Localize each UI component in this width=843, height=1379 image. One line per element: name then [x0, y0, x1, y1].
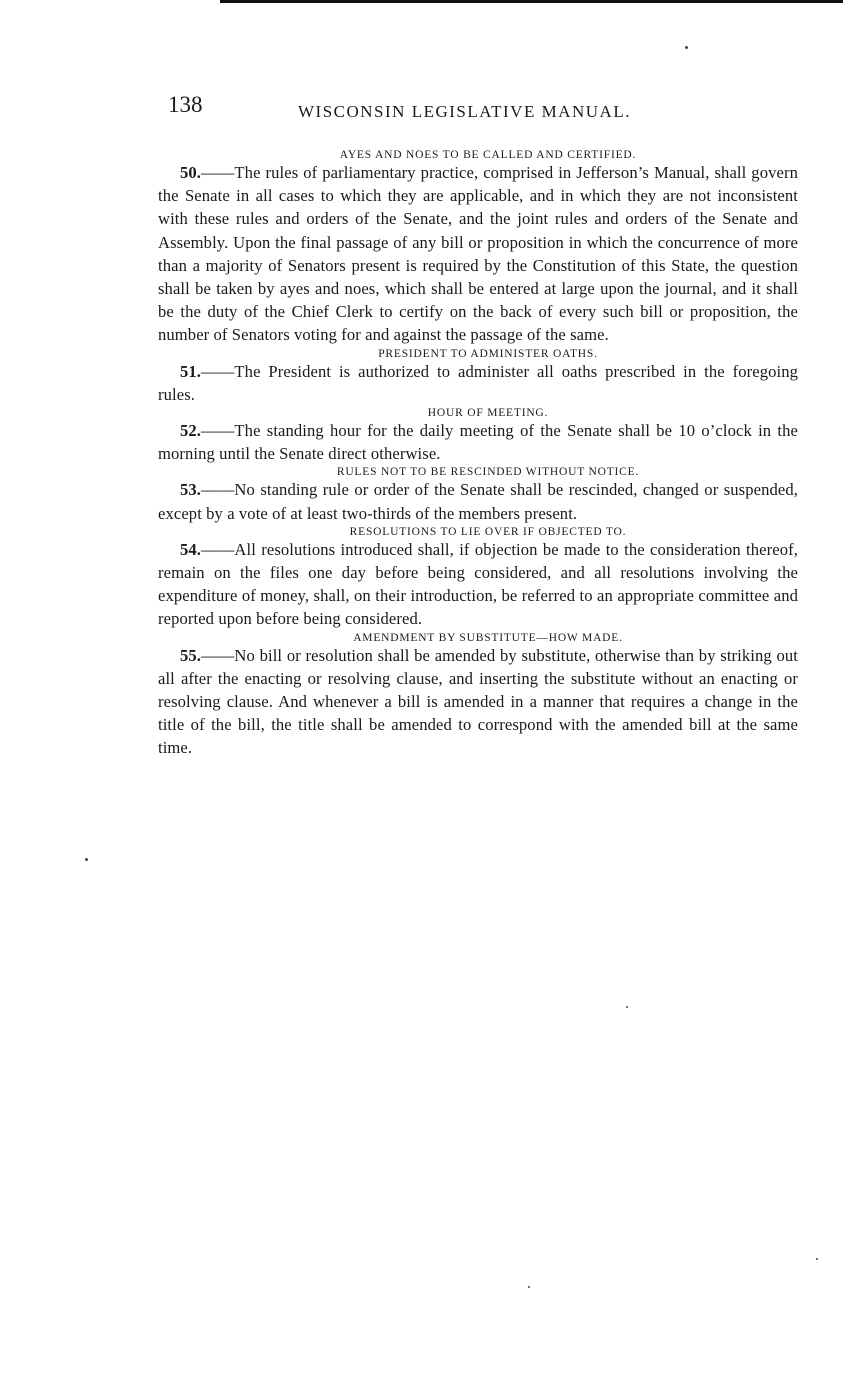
rule-number: 55.	[180, 645, 202, 665]
rule-text: ——The standing hour for the daily meeting of the Senate shall be 10 o’clock in the morning until the Senate direct otherwise.	[158, 421, 798, 464]
rule-paragraph	[158, 478, 798, 524]
rule-section-51	[158, 348, 798, 406]
rule-number: 54.	[180, 539, 202, 559]
rule-number: 50.	[180, 163, 202, 182]
rule-section-52	[158, 407, 798, 465]
rule-text: ——No standing rule or order of the Senate shall be rescinded, changed or suspended, except by a vote of at least two-thirds of the members present.	[158, 480, 798, 523]
rule-number: 53.	[180, 480, 202, 500]
paper-speck	[528, 1286, 530, 1288]
running-head	[158, 90, 798, 130]
paper-speck	[685, 46, 688, 49]
page-number: 138	[168, 92, 203, 117]
top-border-rule	[220, 0, 843, 3]
page-body	[158, 90, 798, 761]
rule-text: ——All resolutions introduced shall, if objection be made to the consideration thereof, remain on the files one day before being considered, and all resolutions involving the expenditure of money, shall, on their introduction, be referred to an appropriate committee and reported upon before being considered.	[158, 539, 798, 629]
rule-paragraph	[158, 161, 798, 347]
rule-section-50	[158, 149, 798, 347]
rule-paragraph	[158, 360, 798, 406]
rule-paragraph	[158, 419, 798, 465]
paper-speck	[85, 858, 88, 861]
rule-heading: RULES NOT TO BE RESCINDED WITHOUT NOTICE.	[336, 466, 640, 479]
rule-section-55	[158, 632, 798, 760]
rule-section-53	[158, 466, 798, 524]
rule-text: ——The rules of parliamentary practice, comprised in Jefferson’s Manual, shall govern the Senate in all cases to which they are applicable, and in which they are not inconsistent with these rules and orders of the Senate, and the joint rules and orders of the Senate and Assembly. Upon the final passage of any bill or proposition in which the concurrence of more than a majority of Senators present is required by the Constitution of this State, the question shall be taken by ayes and noes, which shall be entered at large upon the journal, and it shall be the duty of the Chief Clerk to certify on the back of every such bill or proposition, the number of Senators voting for and against the passage of the same.	[158, 163, 798, 345]
rule-section-54	[158, 526, 798, 631]
rule-number: 52.	[180, 421, 202, 441]
rule-text: ——No bill or resolution shall be amended by substitute, otherwise than by striking out all after the enacting or resolving clause, and inserting the substitute without an enacting or resolving clause. And whenever a bill is amended in a manner that requires a change in the title of the bill, the title shall be amended to correspond with the amended bill at the same time.	[158, 645, 798, 758]
rule-text: ——The President is authorized to administer all oaths prescribed in the foregoing rules.	[158, 361, 798, 404]
rule-heading: HOUR OF MEETING.	[427, 407, 549, 420]
rule-paragraph	[158, 538, 798, 631]
rule-paragraph	[158, 644, 798, 760]
rule-heading: AYES AND NOES TO BE CALLED AND CERTIFIED.	[339, 149, 637, 161]
running-title: WISCONSIN LEGISLATIVE MANUAL.	[298, 102, 631, 121]
paper-speck	[816, 1258, 818, 1260]
rule-heading: PRESIDENT TO ADMINISTER OATHS.	[378, 347, 598, 360]
paper-speck	[626, 1006, 628, 1008]
rule-heading: AMENDMENT BY SUBSTITUTE—HOW MADE.	[353, 631, 623, 644]
rule-heading: RESOLUTIONS TO LIE OVER IF OBJECTED TO.	[349, 525, 627, 538]
rule-number: 51.	[180, 361, 202, 381]
